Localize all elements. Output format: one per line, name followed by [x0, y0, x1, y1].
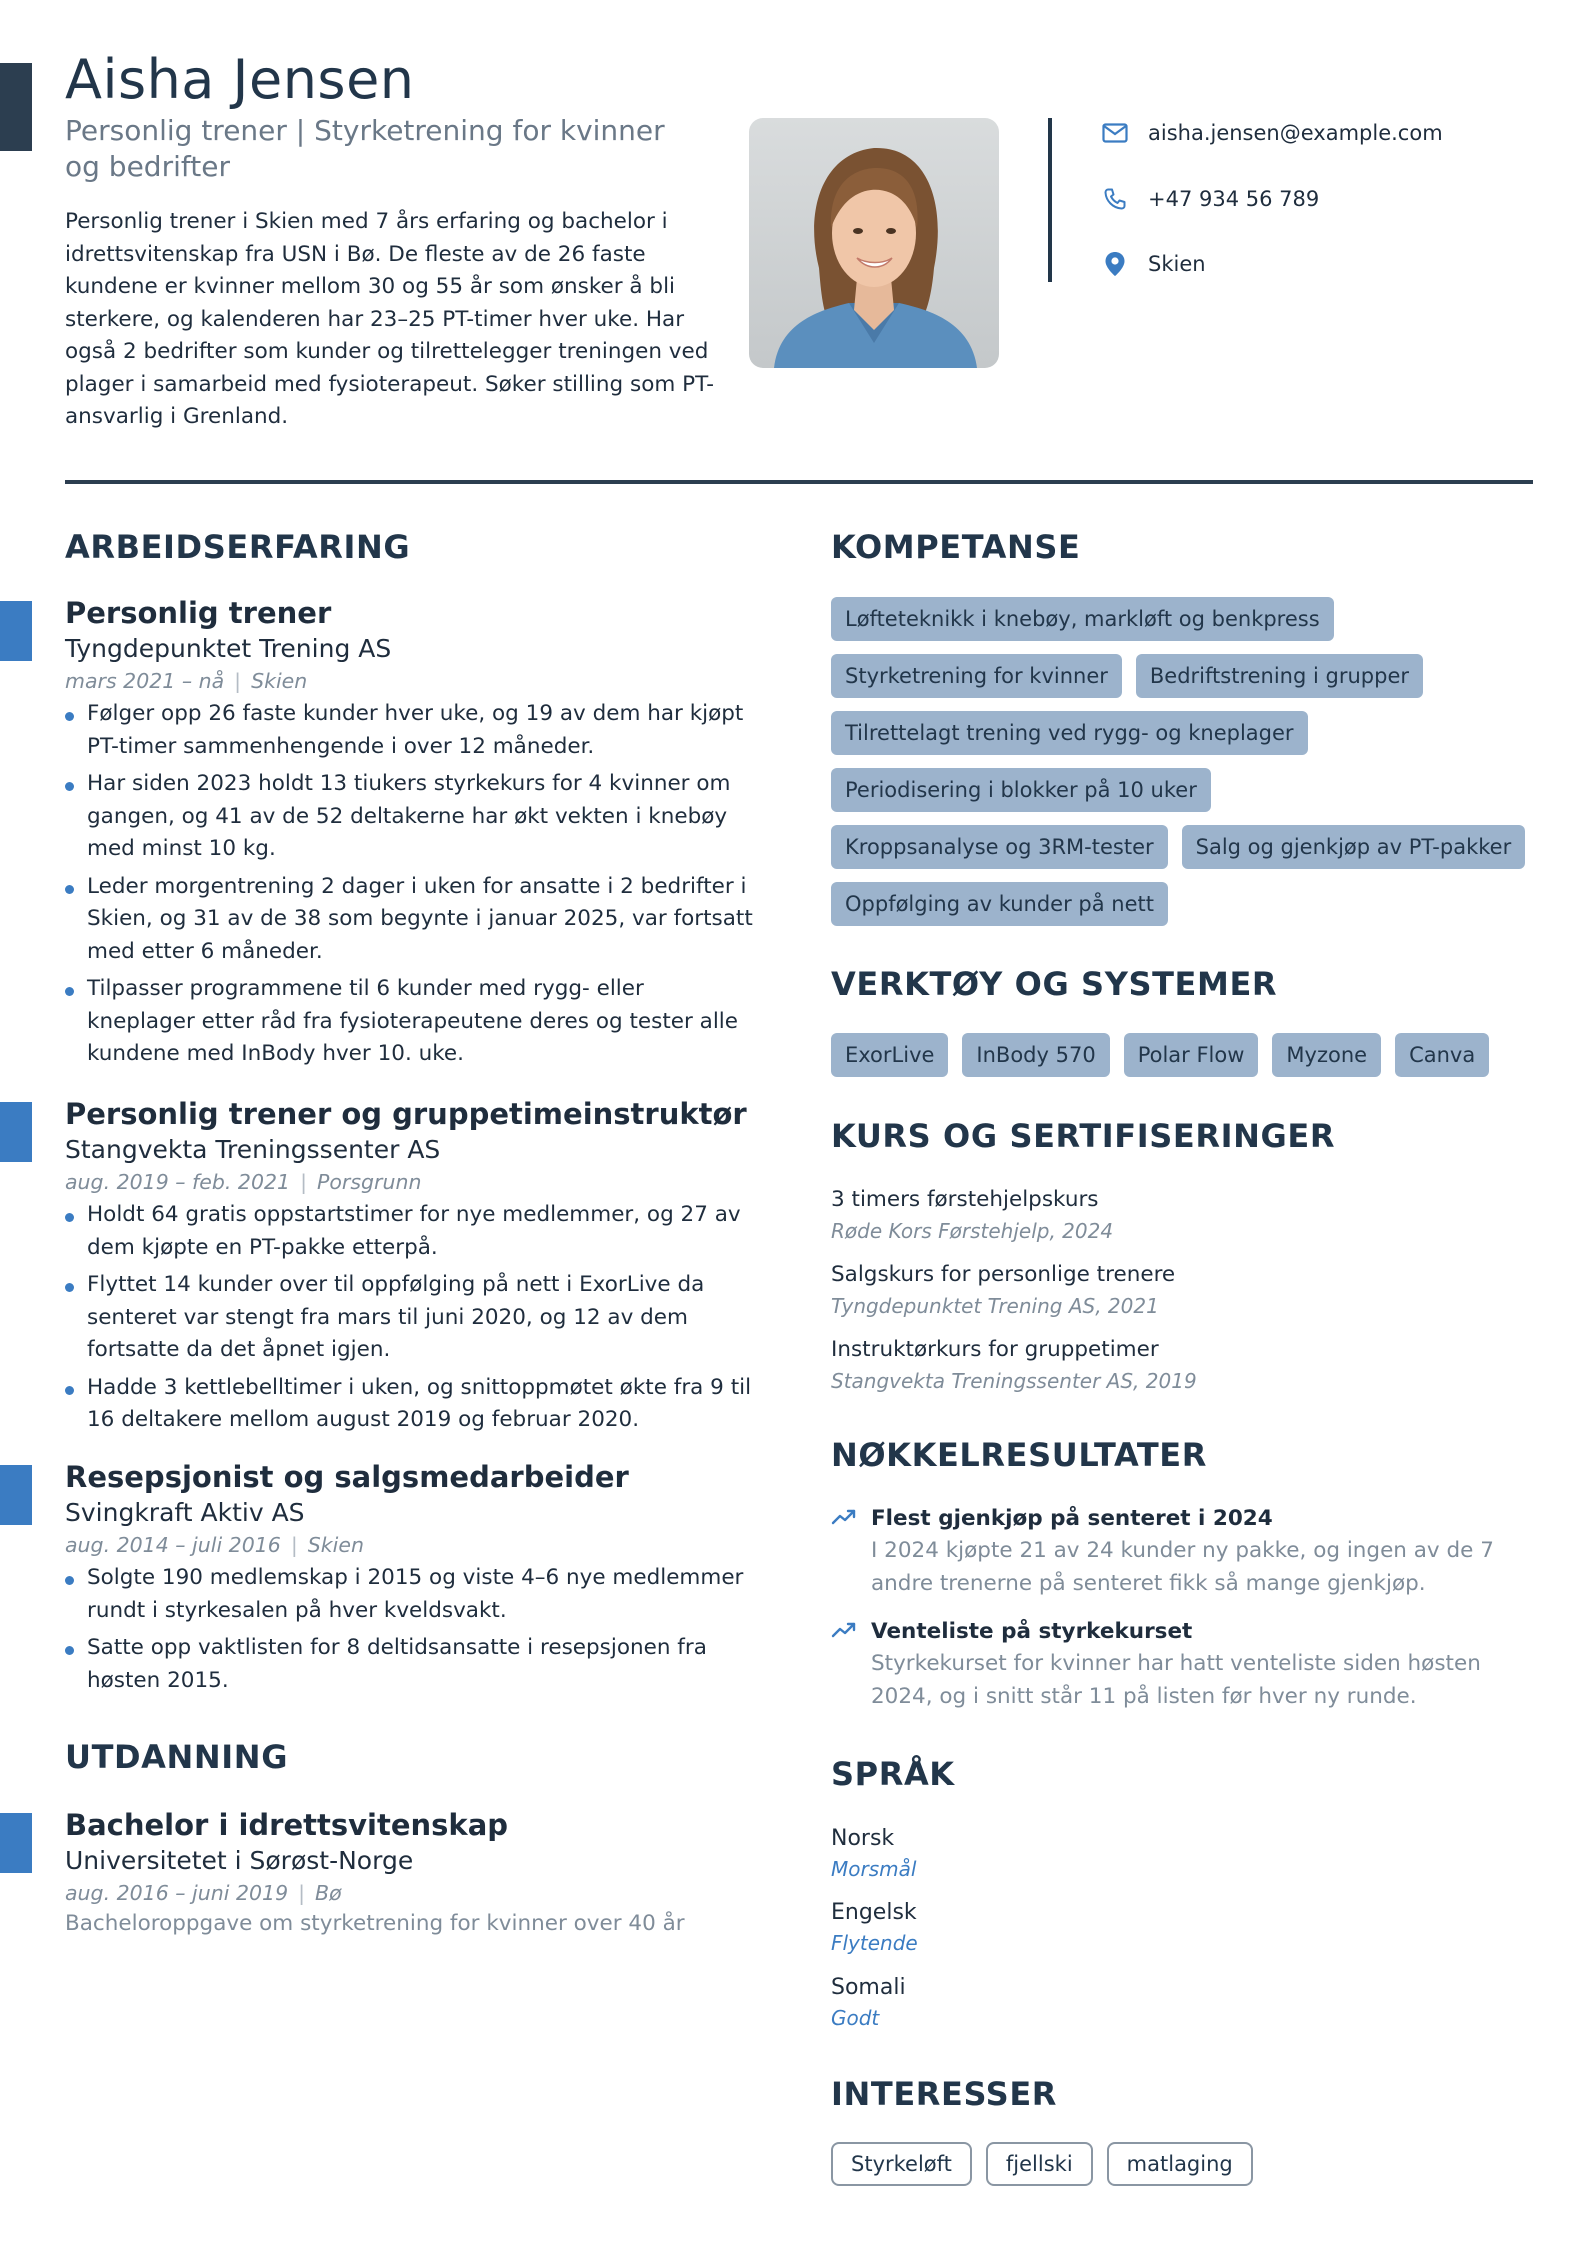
phone-icon: [1100, 184, 1130, 214]
language-level: Flytende: [831, 1931, 918, 1955]
profile-summary: Personlig trener i Skien med 7 års erfaring og bachelor i idrettsvitenskap fra USN i Bø. De fleste av de 26 faste kundene er kvinner mellom 30 og 55 år som ønsker å bli sterkere, og kalenderen har 23–25 PT-timer hver uke. Har også 2 bedrifter som kunder og tilrettelegger treningen ved plager i samarbeid med fysioterapeut. Søker stilling som PT-ansvarlig i Grenland.: [65, 209, 715, 429]
skill-tag: Bedriftstrening i grupper: [1136, 654, 1423, 698]
tool-tag: ExorLive: [831, 1033, 948, 1077]
section-title-languages: SPRÅK: [831, 1755, 955, 1793]
job-entry: [65, 1095, 755, 1442]
job-bullet: Solgte 190 medlemskap i 2015 og viste 4–6 nye medlemmer rundt i styrkesalen på hver kveldsvakt.: [65, 1562, 755, 1627]
job-accent-bar: [0, 601, 32, 661]
email-text[interactable]: aisha.jensen@example.com: [1148, 121, 1443, 145]
language-name: Engelsk: [831, 1900, 917, 1925]
course-item: [831, 1334, 1531, 1396]
section-title-courses: KURS OG SERTIFISERINGER: [831, 1117, 1336, 1155]
job-bullet: Leder morgentrening 2 dager i uken for ansatte i 2 bedrifter i Skien, og 31 av de 38 som begynte i januar 2025, var fortsatt med etter 6 måneder.: [65, 871, 755, 969]
tool-tag: Myzone: [1272, 1033, 1381, 1077]
tool-tag: InBody 570: [962, 1033, 1109, 1077]
result-item: [831, 1616, 1531, 1713]
course-source: Tyngdepunktet Trening AS, 2021: [831, 1294, 1159, 1318]
contact-divider: [1048, 118, 1052, 282]
course-source: Røde Kors Førstehjelp, 2024: [831, 1219, 1114, 1243]
skill-tag: Oppfølging av kunder på nett: [831, 882, 1168, 926]
section-title-skills: KOMPETANSE: [831, 528, 1081, 566]
course-title: Salgskurs for personlige trenere: [831, 1262, 1176, 1287]
job-meta: mars 2021 – nå | Skien: [65, 669, 308, 693]
job-bullets: [65, 1199, 755, 1437]
course-title: 3 timers førstehjelpskurs: [831, 1187, 1099, 1212]
headline-line-1: Personlig trener | Styrketrening for kvinner: [65, 114, 665, 147]
job-employer: Svingkraft Aktiv AS: [65, 1498, 305, 1527]
language-level: Godt: [831, 2006, 880, 2030]
skill-tag: Styrketrening for kvinner: [831, 654, 1122, 698]
phone-text[interactable]: +47 934 56 789: [1148, 187, 1320, 211]
mail-icon: [1100, 118, 1130, 148]
skill-tag: Tilrettelagt trening ved rygg- og kneplager: [831, 711, 1308, 755]
job-employer: Stangvekta Treningssenter AS: [65, 1135, 441, 1164]
job-entry: [65, 594, 755, 1076]
education-meta: aug. 2016 – juni 2019 | Bø: [65, 1881, 342, 1905]
section-title-education: UTDANNING: [65, 1738, 289, 1776]
interest-tag: matlaging: [1107, 2142, 1253, 2186]
result-title: Venteliste på styrkekurset: [871, 1619, 1193, 1644]
section-title-results: NØKKELRESULTATER: [831, 1436, 1208, 1474]
result-item: [831, 1503, 1531, 1600]
job-place: Skien: [251, 669, 308, 693]
skill-tag: Kroppsanalyse og 3RM-tester: [831, 825, 1168, 869]
education-place: Bø: [315, 1881, 342, 1905]
interest-tag: Styrkeløft: [831, 2142, 972, 2186]
job-entry: [65, 1458, 755, 1702]
candidate-headline: [65, 113, 705, 185]
course-source: Stangvekta Treningssenter AS, 2019: [831, 1369, 1197, 1393]
skill-tag: Periodisering i blokker på 10 uker: [831, 768, 1211, 812]
school-name: Universitetet i Sørøst-Norge: [65, 1846, 414, 1875]
trending-up-icon: [831, 1503, 861, 1600]
skill-tag: Salg og gjenkjøp av PT-pakker: [1182, 825, 1526, 869]
candidate-name: Aisha Jensen: [65, 48, 415, 111]
profile-photo: [749, 118, 999, 368]
contact-location: [1100, 249, 1206, 279]
job-title: Resepsjonist og salgsmedarbeider: [65, 1460, 629, 1494]
skills-tag-list: [831, 597, 1551, 939]
job-place: Skien: [307, 1533, 364, 1557]
education-accent-bar: [0, 1813, 32, 1873]
job-dates: aug. 2014 – juli 2016: [65, 1533, 281, 1557]
course-item: [831, 1184, 1531, 1246]
job-accent-bar: [0, 1102, 32, 1162]
language-item: [831, 1823, 916, 1883]
section-title-tools: VERKTØY OG SYSTEMER: [831, 965, 1278, 1003]
job-bullet: Hadde 3 kettlebelltimer i uken, og snittoppmøtet økte fra 9 til 16 deltakere mellom august 2019 og februar 2020.: [65, 1372, 755, 1437]
course-title: Instruktørkurs for gruppetimer: [831, 1337, 1159, 1362]
job-title: Personlig trener: [65, 596, 332, 630]
contact-phone[interactable]: [1100, 184, 1319, 214]
language-name: Norsk: [831, 1826, 895, 1851]
job-bullet: Har siden 2023 holdt 13 tiukers styrkekurs for 4 kvinner om gangen, og 41 av de 52 deltakerne har økt vekten i knebøy med minst 10 kg.: [65, 768, 755, 866]
job-bullet: Holdt 64 gratis oppstartstimer for nye medlemmer, og 27 av dem kjøpte en PT-pakke etterpå.: [65, 1199, 755, 1264]
job-bullet: Satte opp vaktlisten for 8 deltidsansatte i resepsjonen fra høsten 2015.: [65, 1632, 755, 1697]
language-item: [831, 1972, 906, 2032]
job-dates: mars 2021 – nå: [65, 669, 225, 693]
degree-title: Bachelor i idrettsvitenskap: [65, 1808, 509, 1842]
job-employer: Tyngdepunktet Trening AS: [65, 634, 392, 663]
education-entry: [65, 1806, 755, 1940]
job-place: Porsgrunn: [317, 1170, 422, 1194]
language-name: Somali: [831, 1975, 906, 2000]
header-accent-bar: [0, 63, 32, 151]
result-title: Flest gjenkjøp på senteret i 2024: [871, 1506, 1273, 1531]
tools-tag-list: [831, 1033, 1551, 1090]
header-divider: [65, 480, 1533, 484]
contact-email[interactable]: [1100, 118, 1443, 148]
headline-line-2: og bedrifter: [65, 150, 230, 183]
job-bullet: Følger opp 26 faste kunder hver uke, og 19 av dem har kjøpt PT-timer sammenhengende i over 12 måneder.: [65, 698, 755, 763]
job-dates: aug. 2019 – feb. 2021: [65, 1170, 291, 1194]
map-pin-icon: [1100, 249, 1130, 279]
interests-tag-list: [831, 2142, 1551, 2199]
tool-tag: Polar Flow: [1124, 1033, 1259, 1077]
section-title-interests: INTERESSER: [831, 2075, 1058, 2113]
course-item: [831, 1259, 1531, 1321]
result-description: I 2024 kjøpte 21 av 24 kunder ny pakke, og ingen av de 7 andre trenerne på senteret fikk så mange gjenkjøp.: [871, 1538, 1494, 1596]
education-note: Bacheloroppgave om styrketrening for kvinner over 40 år: [65, 1911, 685, 1936]
trending-up-icon: [831, 1616, 861, 1713]
job-bullet: Tilpasser programmene til 6 kunder med rygg- eller kneplager etter råd fra fysioterapeutene deres og tester alle kundene med InBody hver 10. uke.: [65, 973, 755, 1071]
language-level: Morsmål: [831, 1857, 917, 1881]
interest-tag: fjellski: [986, 2142, 1093, 2186]
education-dates: aug. 2016 – juni 2019: [65, 1881, 289, 1905]
job-accent-bar: [0, 1465, 32, 1525]
job-bullets: [65, 1562, 755, 1697]
location-text: Skien: [1148, 252, 1206, 276]
result-description: Styrkekurset for kvinner har hatt venteliste siden høsten 2024, og i snitt står 11 på listen før hver ny runde.: [871, 1651, 1481, 1709]
job-title: Personlig trener og gruppetimeinstruktør: [65, 1097, 747, 1131]
section-title-experience: ARBEIDSERFARING: [65, 528, 411, 566]
skill-tag: Løfteteknikk i knebøy, markløft og benkpress: [831, 597, 1334, 641]
job-meta: aug. 2019 – feb. 2021 | Porsgrunn: [65, 1170, 422, 1194]
language-item: [831, 1897, 918, 1957]
tool-tag: Canva: [1395, 1033, 1489, 1077]
job-bullets: [65, 698, 755, 1071]
job-bullet: Flyttet 14 kunder over til oppfølging på nett i ExorLive da senteret var stengt fra mars til juni 2020, og 12 av dem fortsatte da det åpnet igjen.: [65, 1269, 755, 1367]
job-meta: aug. 2014 – juli 2016 | Skien: [65, 1533, 364, 1557]
